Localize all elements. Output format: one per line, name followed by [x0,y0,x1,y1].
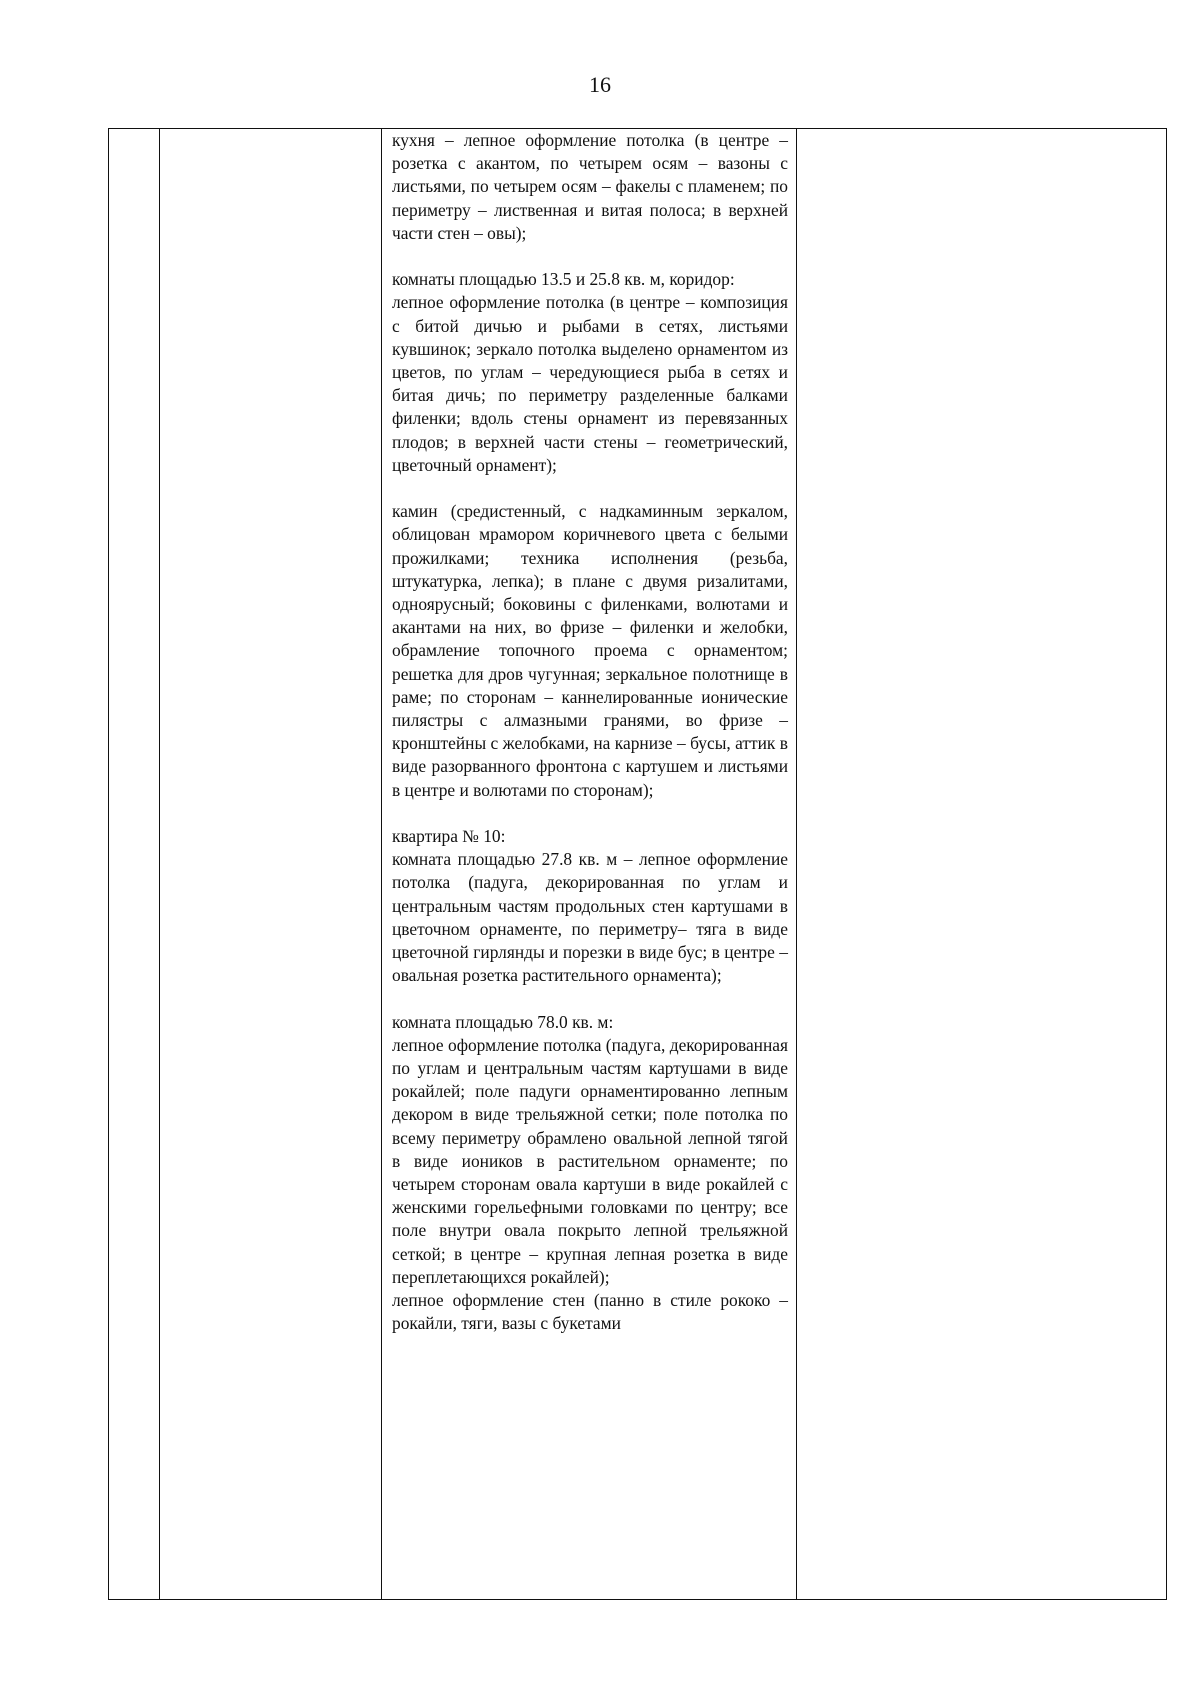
page-number: 16 [589,72,611,97]
paragraph-kitchen: кухня – лепное оформление потолка (в центре – розетка с акантом, по четырем осям – вазоны с листьями, по четырем осям – факелы с пламенем; по периметру – лиственная и витая полоса; в верхней части стен – овы); [392,130,788,243]
table-cell-number [109,129,160,1600]
table-row [109,129,1167,1600]
paragraph-apartment-10-heading: квартира № 10: [392,826,506,847]
table-cell-object [160,129,382,1600]
paragraph-rooms-heading: комнаты площадью 13.5 и 25.8 кв. м, коридор: [392,269,735,290]
paragraph-rooms-ceiling: лепное оформление потолка (в центре – композиция с битой дичью и рыбами в сетях, листьями кувшинок; зеркало потолка выделено орнаментом из цветов, по углам – чередующиеся рыба в сетях и битая дичь; по периметру разделенные балками филенки; вдоль стены орнамент из перевязанных плодов; в верхней части стены – геометрический, цветочный орнамент); [392,292,788,475]
table-cell-notes [797,129,1167,1600]
paragraph-room-78-ceiling: лепное оформление потолка (падуга, декорированная по углам и центральным частям картушами в виде рокайлей; поле падуги орнаментированно лепным декором в виде трельяжной сетки; поле потолка по всему периметру обрамлено овальной лепной тягой в виде иоников в растительном орнаменте; по четырем сторонам овала картуши в виде рокайлей с женскими горельефными головками по центру; все поле внутри овала покрыто лепной трельяжной сеткой; в центре – крупная лепная розетка в виде переплетающихся рокайлей); [392,1034,788,1287]
paragraph-room-78-walls: лепное оформление стен (панно в стиле рококо – рокайли, тяги, вазы с букетами [392,1290,788,1334]
paragraph-room-78-heading: комната площадью 78.0 кв. м: [392,1011,614,1032]
table-cell-description [382,129,797,1600]
paragraph-fireplace: камин (средистенный, с надкаминным зеркалом, облицован мрамором коричневого цвета с белыми прожилками; техника исполнения (резьба, штукатурка, лепка); в плане с двумя ризалитами, одноярусный; боковины с филенками, волютами и акантами на них, во фризе – филенки и желобки, обрамление топочного проема с орнаментом; решетка для дров чугунная; зеркальное полотнище в раме; по сторонам – каннелированные ионические пилястры с алмазными гранями, во фризе – кронштейны с желобками, на карнизе – бусы, аттик в виде разорванного фронтона с картушем и листьями в центре и волютами по сторонам); [392,501,788,800]
paragraph-room-27-8: комната площадью 27.8 кв. м – лепное оформление потолка (падуга, декорированная по углам и центральным частям продольных стен картушами в цветочном орнаменте, по периметру– тяга в виде цветочной гирлянды и порезки в виде бус; в центре – овальная розетка растительного орнамента); [392,849,788,986]
document-table [108,128,1167,1600]
